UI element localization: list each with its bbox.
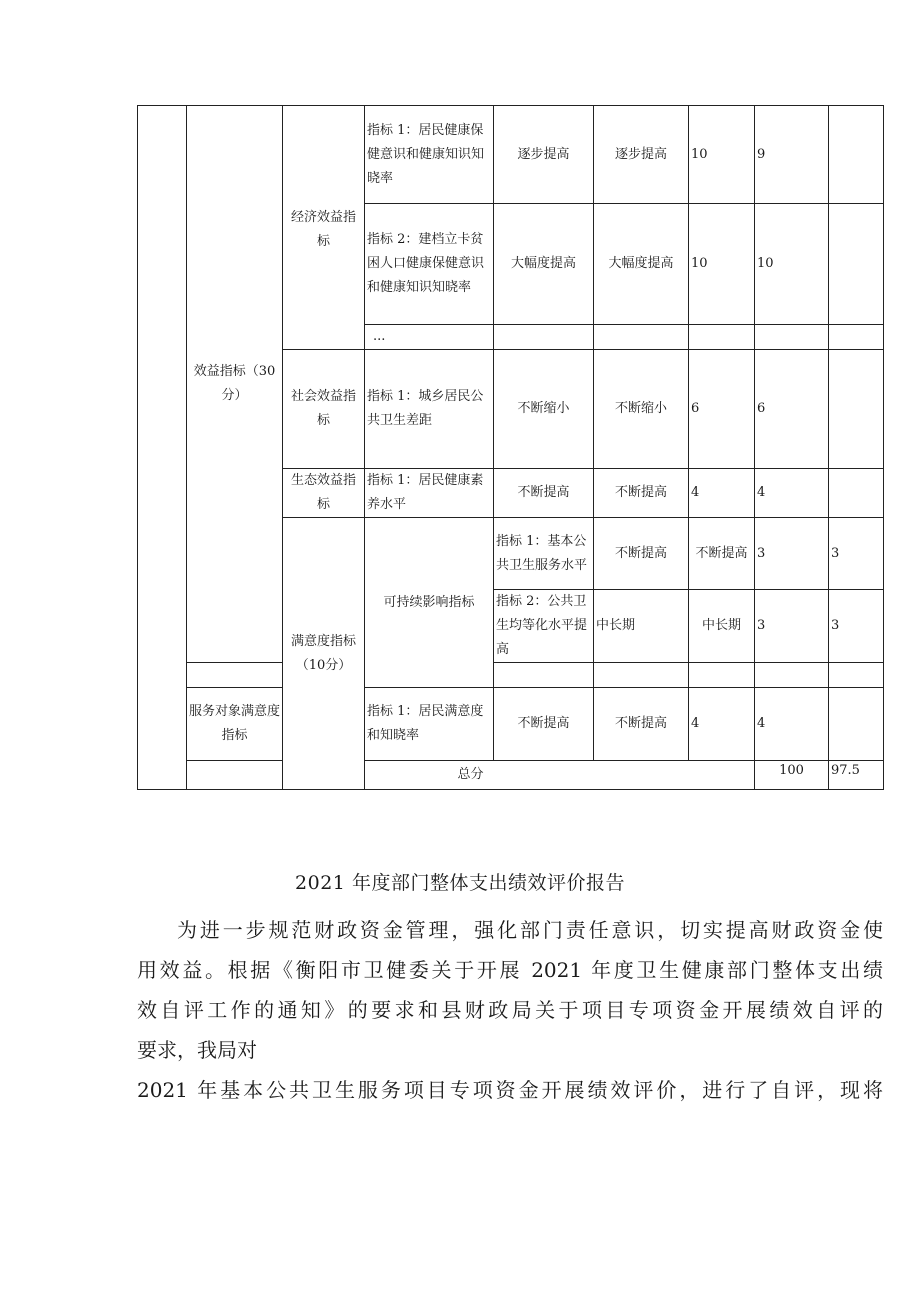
target-cell: 不断提高 xyxy=(594,518,689,590)
target-cell: 不断缩小 xyxy=(494,350,594,469)
total-weight: 100 xyxy=(755,761,829,790)
actual-cell: 逐步提高 xyxy=(594,106,689,204)
score-cell: 6 xyxy=(755,350,829,469)
score-cell: 3 xyxy=(829,590,884,663)
group-label: 效益指标（30分） xyxy=(187,106,283,663)
score-cell: 10 xyxy=(755,204,829,325)
weight-cell: 10 xyxy=(689,106,755,204)
table-row xyxy=(138,688,884,761)
actual-cell: 中长期 xyxy=(689,590,755,663)
indicator-cell: 指标 2：建档立卡贫困人口健康保健意识和健康知识知晓率 xyxy=(365,204,494,325)
table-row xyxy=(138,663,884,688)
note-cell xyxy=(829,325,884,350)
weight-cell: 6 xyxy=(689,350,755,469)
target-cell: 大幅度提高 xyxy=(494,204,594,325)
score-cell: 9 xyxy=(755,106,829,204)
target-cell xyxy=(494,663,594,688)
note-cell xyxy=(829,663,884,688)
subgroup-label: 社会效益指标 xyxy=(283,350,365,469)
indicator-cell: ... xyxy=(365,325,494,350)
actual-cell xyxy=(594,663,689,688)
table-body xyxy=(138,106,884,790)
performance-table xyxy=(137,105,884,790)
actual-cell: 大幅度提高 xyxy=(594,204,689,325)
target-cell xyxy=(494,325,594,350)
note-cell xyxy=(829,350,884,469)
total-row xyxy=(138,761,884,790)
indicator-cell: 指标 1：城乡居民公共卫生差距 xyxy=(365,350,494,469)
subgroup-label: 可持续影响指标 xyxy=(365,518,494,688)
weight-cell xyxy=(689,663,755,688)
score-cell: 3 xyxy=(829,518,884,590)
note-cell xyxy=(829,204,884,325)
target-cell: 中长期 xyxy=(594,590,689,663)
target-cell: 不断提高 xyxy=(494,688,594,761)
score-cell xyxy=(755,325,829,350)
body-line-5: 2021 年基本公共卫生服务项目专项资金开展绩效评价，进行了自评，现将 xyxy=(137,1078,883,1102)
actual-cell: 不断提高 xyxy=(689,518,755,590)
score-cell: 4 xyxy=(755,688,829,761)
indicator-cell: 指标 1：居民满意度和知晓率 xyxy=(365,688,494,761)
table-row xyxy=(138,106,884,204)
indicator-cell: 指标 1：基本公共卫生服务水平 xyxy=(494,518,594,590)
score-cell xyxy=(755,663,829,688)
indicator-cell xyxy=(187,663,283,688)
body-line-2: 用效益。根据《衡阳市卫健委关于开展 2021 年度卫生健康部门整体支出绩 xyxy=(137,958,883,982)
indicator-cell: 指标 1：居民健康保健意识和健康知识知晓率 xyxy=(365,106,494,204)
report-body xyxy=(137,910,883,1110)
weight-cell xyxy=(689,325,755,350)
subgroup-label: 服务对象满意度指标 xyxy=(187,688,283,761)
target-cell: 不断提高 xyxy=(494,469,594,518)
body-line-4: 要求，我局对 xyxy=(137,1038,257,1062)
body-line-3: 效自评工作的通知》的要求和县财政局关于项目专项资金开展绩效自评的 xyxy=(137,998,883,1022)
actual-cell xyxy=(594,325,689,350)
total-score: 97.5 xyxy=(829,761,884,790)
weight-cell: 10 xyxy=(689,204,755,325)
body-line-1: 为进一步规范财政资金管理，强化部门责任意识，切实提高财政资金使 xyxy=(177,918,883,942)
indicator-cell: 指标 2：公共卫生均等化水平提高 xyxy=(494,590,594,663)
weight-cell: 4 xyxy=(689,469,755,518)
blank-left-cell xyxy=(138,106,187,790)
weight-cell: 3 xyxy=(755,518,829,590)
score-cell: 4 xyxy=(755,469,829,518)
actual-cell: 不断缩小 xyxy=(594,350,689,469)
weight-cell: 4 xyxy=(689,688,755,761)
indicator-cell: 指标 1：居民健康素养水平 xyxy=(365,469,494,518)
actual-cell: 不断提高 xyxy=(594,469,689,518)
target-cell: 逐步提高 xyxy=(494,106,594,204)
actual-cell: 不断提高 xyxy=(594,688,689,761)
subgroup-label: 生态效益指标 xyxy=(283,469,365,518)
total-label: 总分 xyxy=(187,761,755,790)
weight-cell: 3 xyxy=(755,590,829,663)
note-cell xyxy=(829,688,884,761)
note-cell xyxy=(829,469,884,518)
note-cell xyxy=(829,106,884,204)
subgroup-label: 经济效益指标 xyxy=(283,106,365,350)
group-label: 满意度指标（10分） xyxy=(283,518,365,790)
report-title: 2021 年度部门整体支出绩效评价报告 xyxy=(295,872,625,894)
